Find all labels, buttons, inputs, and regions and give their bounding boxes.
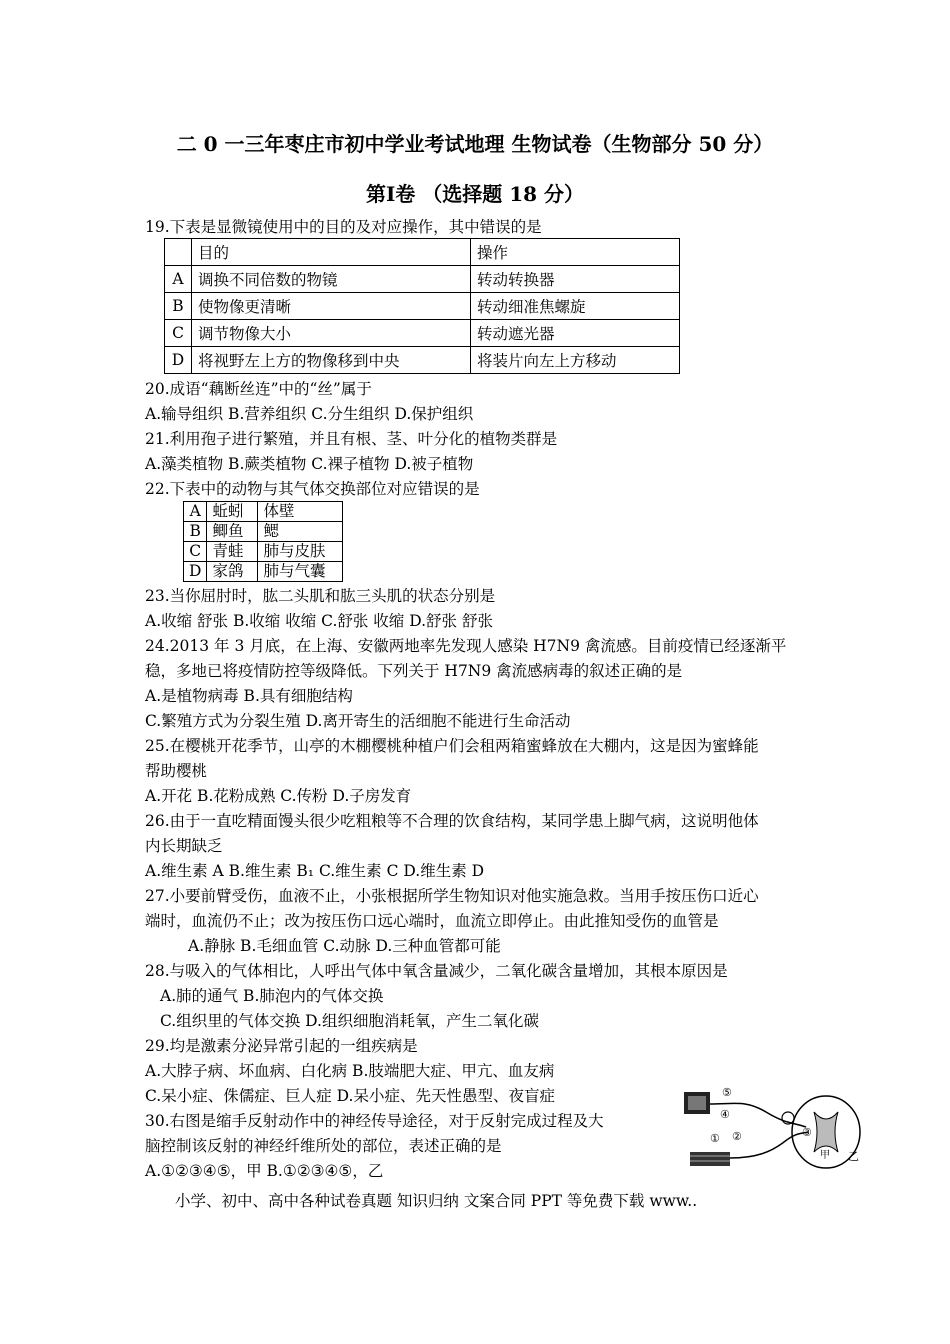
table-cell: D <box>184 562 207 582</box>
q28-options-1: A.肺的通气 B.肺泡内的气体交换 <box>160 987 384 1005</box>
table-row <box>165 239 680 266</box>
q29-stem: 29.均是激素分泌异常引起的一组疾病是 <box>145 1037 418 1055</box>
q27-options: A.静脉 B.毛细血管 C.动脉 D.三种血管都可能 <box>188 937 501 955</box>
receptor-texture <box>688 1096 706 1110</box>
footer-ad: 小学、初中、高中各种试卷真题 知识归纳 文案合同 PPT 等免费下载 www.. <box>175 1192 698 1210</box>
q21-stem: 21.利用孢子进行繁殖，并且有根、茎、叶分化的植物类群是 <box>145 430 558 448</box>
q23-options: A.收缩 舒张 B.收缩 收缩 C.舒张 收缩 D.舒张 舒张 <box>145 612 493 630</box>
table-cell: 青蛙 <box>207 542 258 562</box>
q25-line2: 帮助樱桃 <box>145 762 208 780</box>
table-cell: 转动转换器 <box>471 266 680 293</box>
table-cell: A <box>165 266 192 293</box>
label-3: ③ <box>802 1126 812 1139</box>
q24-line2: 稳，多地已将疫情防控等级降低。下列关于 H7N9 禽流感病毒的叙述正确的是 <box>145 662 683 680</box>
table-cell: 家鸽 <box>207 562 258 582</box>
table-cell: 鳃 <box>258 522 343 542</box>
table-cell: 转动细准焦螺旋 <box>471 293 680 320</box>
q22-table <box>183 501 343 582</box>
table-cell: 鲫鱼 <box>207 522 258 542</box>
q19-table <box>164 238 680 374</box>
reflex-arc-diagram <box>676 1082 866 1192</box>
table-cell: 调换不同倍数的物镜 <box>192 266 471 293</box>
q26-line1: 26.由于一直吃精面馒头很少吃粗粮等不合理的饮食结构，某同学患上脚气病，这说明他体 <box>145 812 759 830</box>
q26-line2: 内长期缺乏 <box>145 837 223 855</box>
q28-stem: 28.与吸入的气体相比，人呼出气体中氧含量减少，二氧化碳含量增加，其根本原因是 <box>145 962 728 980</box>
table-cell: D <box>165 347 192 374</box>
table-cell: B <box>184 522 207 542</box>
table-row <box>184 502 343 522</box>
q23-stem: 23.当你屈肘时，肱二头肌和肱三头肌的状态分别是 <box>145 587 496 605</box>
table-cell: 蚯蚓 <box>207 502 258 522</box>
q19-stem: 19.下表是显微镜使用中的目的及对应操作，其中错误的是 <box>145 218 542 236</box>
q27-line1: 27.小要前臂受伤，血液不止，小张根据所学生物知识对他实施急救。当用手按压伤口近心 <box>145 887 759 905</box>
table-cell: 将装片向左上方移动 <box>471 347 680 374</box>
label-5: ⑤ <box>722 1086 732 1099</box>
q22-stem: 22.下表中的动物与其气体交换部位对应错误的是 <box>145 480 480 498</box>
q30-line1: 30.右图是缩手反射动作中的神经传导途径，对于反射完成过程及大 <box>145 1112 604 1130</box>
section-title: 第Ⅰ卷 （选择题 18 分） <box>365 182 585 206</box>
q24-options-1: A.是植物病毒 B.具有细胞结构 <box>145 687 353 705</box>
table-row <box>165 320 680 347</box>
table-header: 目的 <box>192 239 471 266</box>
table-cell: 使物像更清晰 <box>192 293 471 320</box>
q30-line2: 脑控制该反射的神经纤维所处的部位，表述正确的是 <box>145 1137 502 1155</box>
table-cell: 转动遮光器 <box>471 320 680 347</box>
label-jia: 甲 <box>820 1150 830 1161</box>
gray-matter <box>814 1112 838 1152</box>
q28-options-2: C.组织里的气体交换 D.组织细胞消耗氧，产生二氧化碳 <box>160 1012 539 1030</box>
table-row <box>184 542 343 562</box>
q20-stem: 20.成语“藕断丝连”中的“丝”属于 <box>145 380 372 398</box>
table-cell: B <box>165 293 192 320</box>
effector-muscle <box>690 1152 730 1166</box>
table-cell: 将视野左上方的物像移到中央 <box>192 347 471 374</box>
q26-options: A.维生素 A B.维生素 B₁ C.维生素 C D.维生素 D <box>145 862 485 880</box>
q29-options-1: A.大脖子病、坏血病、白化病 B.肢端肥大症、甲亢、血友病 <box>145 1062 555 1080</box>
table-header: 操作 <box>471 239 680 266</box>
table-cell: C <box>184 542 207 562</box>
q20-options: A.输导组织 B.营养组织 C.分生组织 D.保护组织 <box>145 405 474 423</box>
q24-line1: 24.2013 年 3 月底，在上海、安徽两地率先发现人感染 H7N9 禽流感。目前疫情已经逐渐平 <box>145 637 787 655</box>
label-yi: 乙 <box>848 1150 859 1163</box>
table-cell: 肺与皮肤 <box>258 542 343 562</box>
table-cell: A <box>184 502 207 522</box>
table-row <box>165 266 680 293</box>
label-4: ④ <box>720 1108 730 1121</box>
table-row <box>184 562 343 582</box>
label-2: ② <box>732 1130 742 1143</box>
table-cell: 肺与气囊 <box>258 562 343 582</box>
q27-line2: 端时，血流仍不止；改为按压伤口远心端时，血流立即停止。由此推知受伤的血管是 <box>145 912 719 930</box>
q25-line1: 25.在樱桃开花季节，山亭的木棚樱桃种植户们会租两箱蜜蜂放在大棚内，这是因为蜜蜂能 <box>145 737 759 755</box>
q21-options: A.藻类植物 B.蕨类植物 C.裸子植物 D.被子植物 <box>145 455 474 473</box>
table-cell: 调节物像大小 <box>192 320 471 347</box>
table-cell: 体壁 <box>258 502 343 522</box>
q25-options: A.开花 B.花粉成熟 C.传粉 D.子房发育 <box>145 787 412 805</box>
table-row <box>165 293 680 320</box>
q29-options-2: C.呆小症、侏儒症、巨人症 D.呆小症、先天性愚型、夜盲症 <box>145 1087 555 1105</box>
q24-options-2: C.繁殖方式为分裂生殖 D.离开寄生的活细胞不能进行生命活动 <box>145 712 571 730</box>
table-cell <box>165 239 192 266</box>
table-row <box>165 347 680 374</box>
label-1: ① <box>710 1132 720 1145</box>
exam-title: 二 0 一三年枣庄市初中学业考试地理 生物试卷（生物部分 50 分） <box>176 132 774 156</box>
q30-options: A.①②③④⑤，甲 B.①②③④⑤，乙 <box>145 1162 384 1180</box>
table-cell: C <box>165 320 192 347</box>
table-row <box>184 522 343 542</box>
